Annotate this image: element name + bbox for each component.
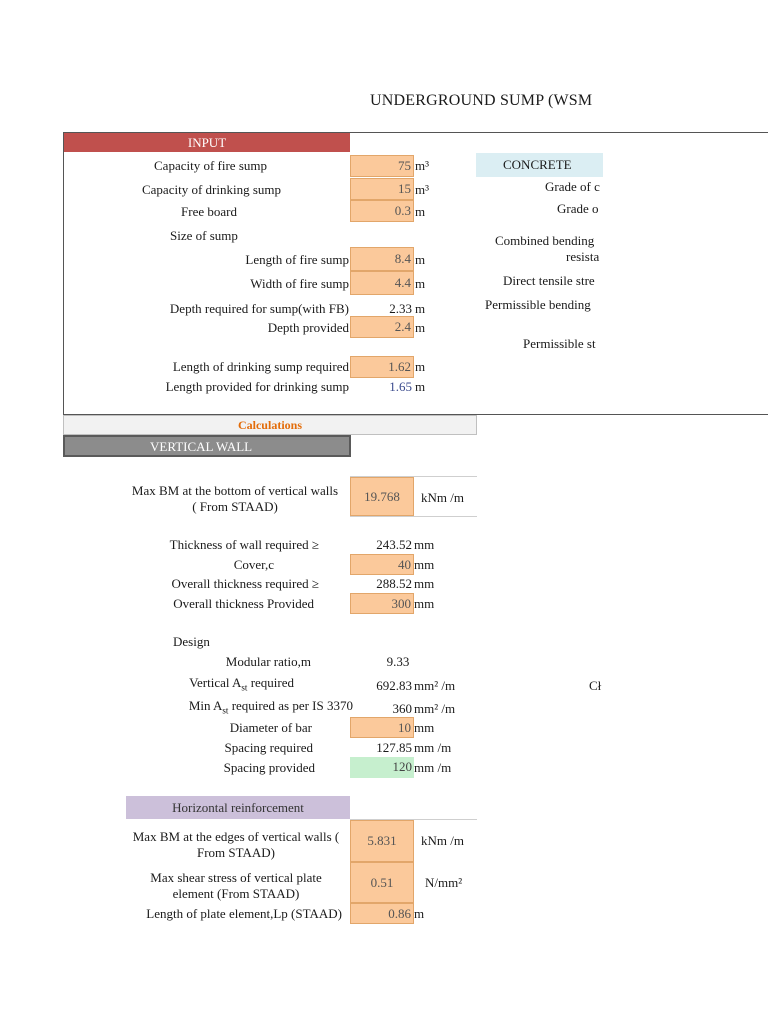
cover-unit: mm [414,557,435,572]
modular-ratio-value: 9.33 [386,654,410,669]
concrete-perm-bending: Permissible bending [485,297,591,312]
horizontal-reinforcement-header: Horizontal reinforcement [126,796,350,819]
depth-provided-input[interactable]: 2.4 [350,316,414,338]
drink-length-prov-label: Length provided for drinking sump [165,379,349,394]
spacing-provided-unit: mm /m [414,760,452,775]
thickness-required-unit: mm [414,537,435,552]
depth-required-unit: m [415,301,426,316]
overall-provided-label: Overall thickness Provided [173,596,314,611]
thickness-required-value: 243.52 [376,537,412,552]
free-board-unit: m [415,204,426,219]
grid-line-mid-vertical [350,516,477,517]
calculations-header: Calculations [63,415,477,435]
overall-provided-unit: mm [414,596,435,611]
fire-capacity-unit: m³ [415,158,430,173]
vertical-ast-label-post: required [247,675,294,690]
spacing-required-unit: mm /m [414,740,452,755]
vertical-wall-header-label: VERTICAL WALL [150,439,253,454]
fire-width-unit: m [415,276,426,291]
free-board-label: Free board [181,204,237,219]
concrete-header [476,153,603,177]
shear-stress-label-line2: element (From STAAD) [172,886,300,901]
vertical-max-bm-label-line1: Max BM at the bottom of vertical walls [131,483,339,498]
plate-length-input[interactable]: 0.86 [350,903,414,924]
diameter-unit: mm [414,720,435,735]
concrete-perm-st: Permissible st [523,336,596,351]
drink-length-prov-value: 1.65 [389,379,412,394]
overall-provided-input[interactable]: 300 [350,593,414,614]
spacing-required-value: 127.85 [376,740,412,755]
vertical-ast-unit: mm² /m [414,678,456,693]
depth-required-label: Depth required for sump(with FB) [169,301,349,316]
concrete-grade-c: Grade of c [545,179,600,194]
concrete-header-label: CONCRETE [503,157,572,172]
plate-length-label: Length of plate element,Lp (STAAD) [146,906,342,921]
cover-input[interactable]: 40 [350,554,414,575]
depth-provided-unit: m [415,320,426,335]
plate-length-unit: m [414,906,425,921]
drink-length-req-unit: m [415,359,426,374]
min-ast-unit: mm² /m [414,701,456,716]
vertical-ast-value: 692.83 [376,678,412,693]
free-board-input[interactable]: 0.3 [350,200,414,222]
vertical-ast-label-sub: st [241,682,248,693]
shear-stress-unit: N/mm² [425,875,463,890]
depth-provided-label: Depth provided [267,320,349,335]
drink-capacity-unit: m³ [415,182,430,197]
drink-length-req-input[interactable]: 1.62 [350,356,414,378]
design-label: Design [173,634,210,649]
min-ast-value: 360 [392,701,412,716]
min-ast-label-post: required as per IS 3370 [228,698,353,713]
input-header: INPUT [64,133,350,152]
concrete-direct: Direct tensile stre [503,273,595,288]
horizontal-max-bm-unit: kNm /m [421,833,464,848]
diameter-label: Diameter of bar [229,720,312,735]
vertical-max-bm-label-line2: ( From STAAD) [192,499,278,514]
drink-length-req-label: Length of drinking sump required [172,359,349,374]
horizontal-max-bm-label [120,829,352,861]
horizontal-max-bm-label-line2: From STAAD) [196,845,276,860]
spacing-required-label: Spacing required [224,740,313,755]
drink-capacity-input[interactable]: 15 [350,178,414,200]
spacing-provided-value[interactable]: 120 [350,757,414,778]
fire-capacity-input[interactable]: 75 [350,155,414,177]
min-ast-label-sub: st [222,705,229,716]
horizontal-max-bm-input[interactable]: 5.831 [350,820,414,862]
drink-capacity-label: Capacity of drinking sump [141,182,281,197]
depth-required-value: 2.33 [389,301,412,316]
vertical-max-bm-unit: kNm /m [421,490,464,505]
fire-length-unit: m [415,252,426,267]
size-of-sump-label: Size of sump [170,228,238,243]
vertical-max-bm-input[interactable]: 19.768 [350,477,414,516]
fire-capacity-label: Capacity of fire sump [154,158,267,173]
vertical-ast-label-pre: Vertical A [189,675,242,690]
shear-stress-input[interactable]: 0.51 [350,862,414,903]
cover-label: Cover,c [233,557,274,572]
concrete-combined-2: resista [566,249,600,264]
thickness-required-label: Thickness of wall required ≥ [169,537,319,552]
vertical-wall-header [63,435,351,457]
fire-length-input[interactable]: 8.4 [350,247,414,271]
shear-stress-label-line1: Max shear stress of vertical plate [150,870,322,885]
min-ast-label [64,698,353,716]
overall-required-label: Overall thickness required ≥ [171,576,319,591]
vertical-ast-label [64,675,294,693]
modular-ratio-label: Modular ratio,m [225,654,311,669]
vertical-max-bm-label [120,483,350,515]
fire-width-label: Width of fire sump [250,276,349,291]
overall-required-unit: mm [414,576,435,591]
overall-required-value: 288.52 [376,576,412,591]
horizontal-max-bm-label-line1: Max BM at the edges of vertical walls ( [132,829,340,844]
concrete-grade-o: Grade o [557,201,599,216]
shear-stress-label [120,870,352,902]
min-ast-label-pre: Min A [188,698,223,713]
fire-width-input[interactable]: 4.4 [350,271,414,295]
diameter-input[interactable]: 10 [350,717,414,738]
side-ch-text: Cł [589,678,602,693]
spacing-provided-label: Spacing provided [223,760,315,775]
fire-length-label: Length of fire sump [245,252,349,267]
drink-length-prov-unit: m [415,379,426,394]
page-title: UNDERGROUND SUMP (WSM [370,92,593,109]
concrete-combined-1: Combined bending [495,233,595,248]
